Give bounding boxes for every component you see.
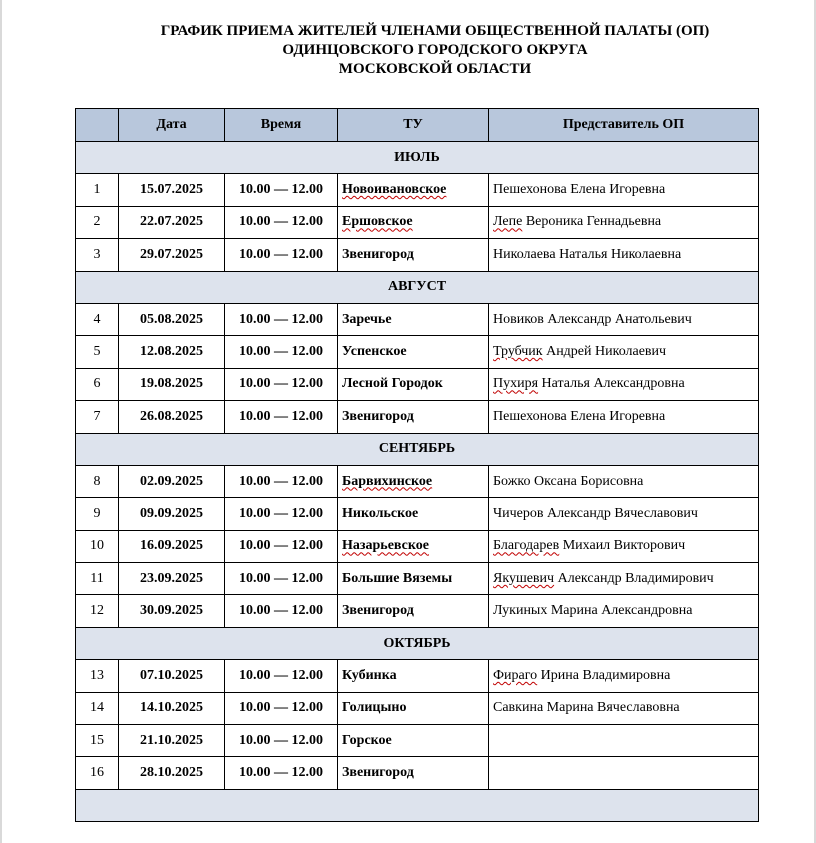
table-row xyxy=(76,563,759,595)
row-number: 16 xyxy=(76,757,119,789)
row-representative: Пухиря Наталья Александровна xyxy=(489,368,759,400)
row-representative: Савкина Марина Вячеславовна xyxy=(489,692,759,724)
row-number: 15 xyxy=(76,725,119,757)
row-date: 07.10.2025 xyxy=(119,660,225,692)
row-time: 10.00 — 12.00 xyxy=(225,239,338,271)
row-tu: Лесной Городок xyxy=(338,368,489,400)
row-date: 21.10.2025 xyxy=(119,725,225,757)
row-time: 10.00 — 12.00 xyxy=(225,303,338,335)
row-number: 1 xyxy=(76,174,119,206)
row-tu: Большие Вяземы xyxy=(338,563,489,595)
schedule-table xyxy=(75,108,759,822)
row-date: 12.08.2025 xyxy=(119,336,225,368)
row-date: 15.07.2025 xyxy=(119,174,225,206)
table-row xyxy=(76,303,759,335)
row-time: 10.00 — 12.00 xyxy=(225,174,338,206)
row-representative xyxy=(489,757,759,789)
footer-cell xyxy=(76,789,759,821)
header-time: Время xyxy=(225,109,338,142)
row-tu: Звенигород xyxy=(338,239,489,271)
document-title-line-2: ОДИНЦОВСКОГО ГОРОДСКОГО ОКРУГА xyxy=(282,42,588,58)
row-date: 19.08.2025 xyxy=(119,368,225,400)
spellcheck-flagged-word: Трубчик xyxy=(493,344,543,360)
row-representative: Божко Оксана Борисовна xyxy=(489,465,759,497)
table-row xyxy=(76,368,759,400)
table-row xyxy=(76,530,759,562)
row-representative: Пешехонова Елена Игоревна xyxy=(489,401,759,433)
row-tu: Звенигород xyxy=(338,757,489,789)
month-label: СЕНТЯБРЬ xyxy=(76,433,759,465)
table-row xyxy=(76,595,759,627)
row-number: 14 xyxy=(76,692,119,724)
row-time: 10.00 — 12.00 xyxy=(225,692,338,724)
row-date: 28.10.2025 xyxy=(119,757,225,789)
row-time: 10.00 — 12.00 xyxy=(225,368,338,400)
table-row xyxy=(76,465,759,497)
row-representative: Трубчик Андрей Николаевич xyxy=(489,336,759,368)
row-number: 6 xyxy=(76,368,119,400)
header-tu: ТУ xyxy=(338,109,489,142)
spellcheck-flagged-word: Назарьевское xyxy=(342,538,429,554)
month-label: ОКТЯБРЬ xyxy=(76,627,759,659)
table-row xyxy=(76,692,759,724)
row-representative: Якушевич Александр Владимирович xyxy=(489,563,759,595)
row-representative xyxy=(489,725,759,757)
row-number: 11 xyxy=(76,563,119,595)
row-tu xyxy=(338,174,489,206)
table-row xyxy=(76,757,759,789)
row-number: 4 xyxy=(76,303,119,335)
row-date: 16.09.2025 xyxy=(119,530,225,562)
header-row xyxy=(76,109,759,142)
row-tu xyxy=(338,206,489,238)
spellcheck-flagged-word: Лепе xyxy=(493,214,523,230)
row-tu: Звенигород xyxy=(338,401,489,433)
row-number: 8 xyxy=(76,465,119,497)
row-date: 23.09.2025 xyxy=(119,563,225,595)
row-number: 9 xyxy=(76,498,119,530)
row-time: 10.00 — 12.00 xyxy=(225,530,338,562)
row-representative: Новиков Александр Анатольевич xyxy=(489,303,759,335)
row-number: 5 xyxy=(76,336,119,368)
row-representative: Лепе Вероника Геннадьевна xyxy=(489,206,759,238)
spellcheck-flagged-word: Новоивановское xyxy=(342,182,447,198)
table-row xyxy=(76,725,759,757)
spellcheck-flagged-word: Якушевич xyxy=(493,570,555,586)
footer-row xyxy=(76,789,759,821)
row-time: 10.00 — 12.00 xyxy=(225,336,338,368)
table-row xyxy=(76,239,759,271)
row-date: 22.07.2025 xyxy=(119,206,225,238)
page-left-edge xyxy=(0,0,2,843)
spellcheck-flagged-word: Фираго xyxy=(493,667,538,683)
spellcheck-flagged-word: Ершовское xyxy=(342,214,413,230)
table-row xyxy=(76,336,759,368)
row-representative: Фираго Ирина Владимировна xyxy=(489,660,759,692)
row-number: 13 xyxy=(76,660,119,692)
table-row xyxy=(76,660,759,692)
month-row xyxy=(76,271,759,303)
spellcheck-flagged-word: Барвихинское xyxy=(342,473,433,489)
row-date: 05.08.2025 xyxy=(119,303,225,335)
row-time: 10.00 — 12.00 xyxy=(225,401,338,433)
row-date: 29.07.2025 xyxy=(119,239,225,271)
row-tu: Голицыно xyxy=(338,692,489,724)
document-title-line-3: МОСКОВСКОЙ ОБЛАСТИ xyxy=(338,61,532,77)
row-time: 10.00 — 12.00 xyxy=(225,660,338,692)
table-row xyxy=(76,498,759,530)
row-tu: Кубинка xyxy=(338,660,489,692)
month-row xyxy=(76,627,759,659)
table-row xyxy=(76,401,759,433)
row-time: 10.00 — 12.00 xyxy=(225,563,338,595)
row-representative: Благодарев Михаил Викторович xyxy=(489,530,759,562)
row-time: 10.00 — 12.00 xyxy=(225,206,338,238)
row-time: 10.00 — 12.00 xyxy=(225,498,338,530)
row-tu: Горское xyxy=(338,725,489,757)
month-label: ИЮЛЬ xyxy=(76,142,759,174)
spellcheck-flagged-word: Пухиря xyxy=(493,376,539,392)
month-row xyxy=(76,433,759,465)
schedule-body xyxy=(76,142,759,822)
row-number: 2 xyxy=(76,206,119,238)
row-number: 12 xyxy=(76,595,119,627)
row-tu: Звенигород xyxy=(338,595,489,627)
row-tu: Успенское xyxy=(338,336,489,368)
row-time: 10.00 — 12.00 xyxy=(225,725,338,757)
row-date: 14.10.2025 xyxy=(119,692,225,724)
row-number: 10 xyxy=(76,530,119,562)
row-representative: Николаева Наталья Николаевна xyxy=(489,239,759,271)
header-number xyxy=(76,109,119,142)
row-tu xyxy=(338,530,489,562)
table-row xyxy=(76,174,759,206)
month-row xyxy=(76,142,759,174)
row-date: 30.09.2025 xyxy=(119,595,225,627)
row-representative: Пешехонова Елена Игоревна xyxy=(489,174,759,206)
document-title-line-1: ГРАФИК ПРИЕМА ЖИТЕЛЕЙ ЧЛЕНАМИ ОБЩЕСТВЕННОЙ ПАЛАТЫ (ОП) xyxy=(160,23,710,39)
row-date: 09.09.2025 xyxy=(119,498,225,530)
header-date: Дата xyxy=(119,109,225,142)
row-tu: Никольское xyxy=(338,498,489,530)
row-tu xyxy=(338,465,489,497)
row-number: 7 xyxy=(76,401,119,433)
row-tu: Заречье xyxy=(338,303,489,335)
table-row xyxy=(76,206,759,238)
row-time: 10.00 — 12.00 xyxy=(225,757,338,789)
row-time: 10.00 — 12.00 xyxy=(225,595,338,627)
row-representative: Лукиных Марина Александровна xyxy=(489,595,759,627)
row-time: 10.00 — 12.00 xyxy=(225,465,338,497)
spellcheck-flagged-word: Благодарев xyxy=(493,538,560,554)
row-representative: Чичеров Александр Вячеславович xyxy=(489,498,759,530)
row-date: 26.08.2025 xyxy=(119,401,225,433)
header-representative: Представитель ОП xyxy=(489,109,759,142)
row-date: 02.09.2025 xyxy=(119,465,225,497)
row-number: 3 xyxy=(76,239,119,271)
month-label: АВГУСТ xyxy=(76,271,759,303)
